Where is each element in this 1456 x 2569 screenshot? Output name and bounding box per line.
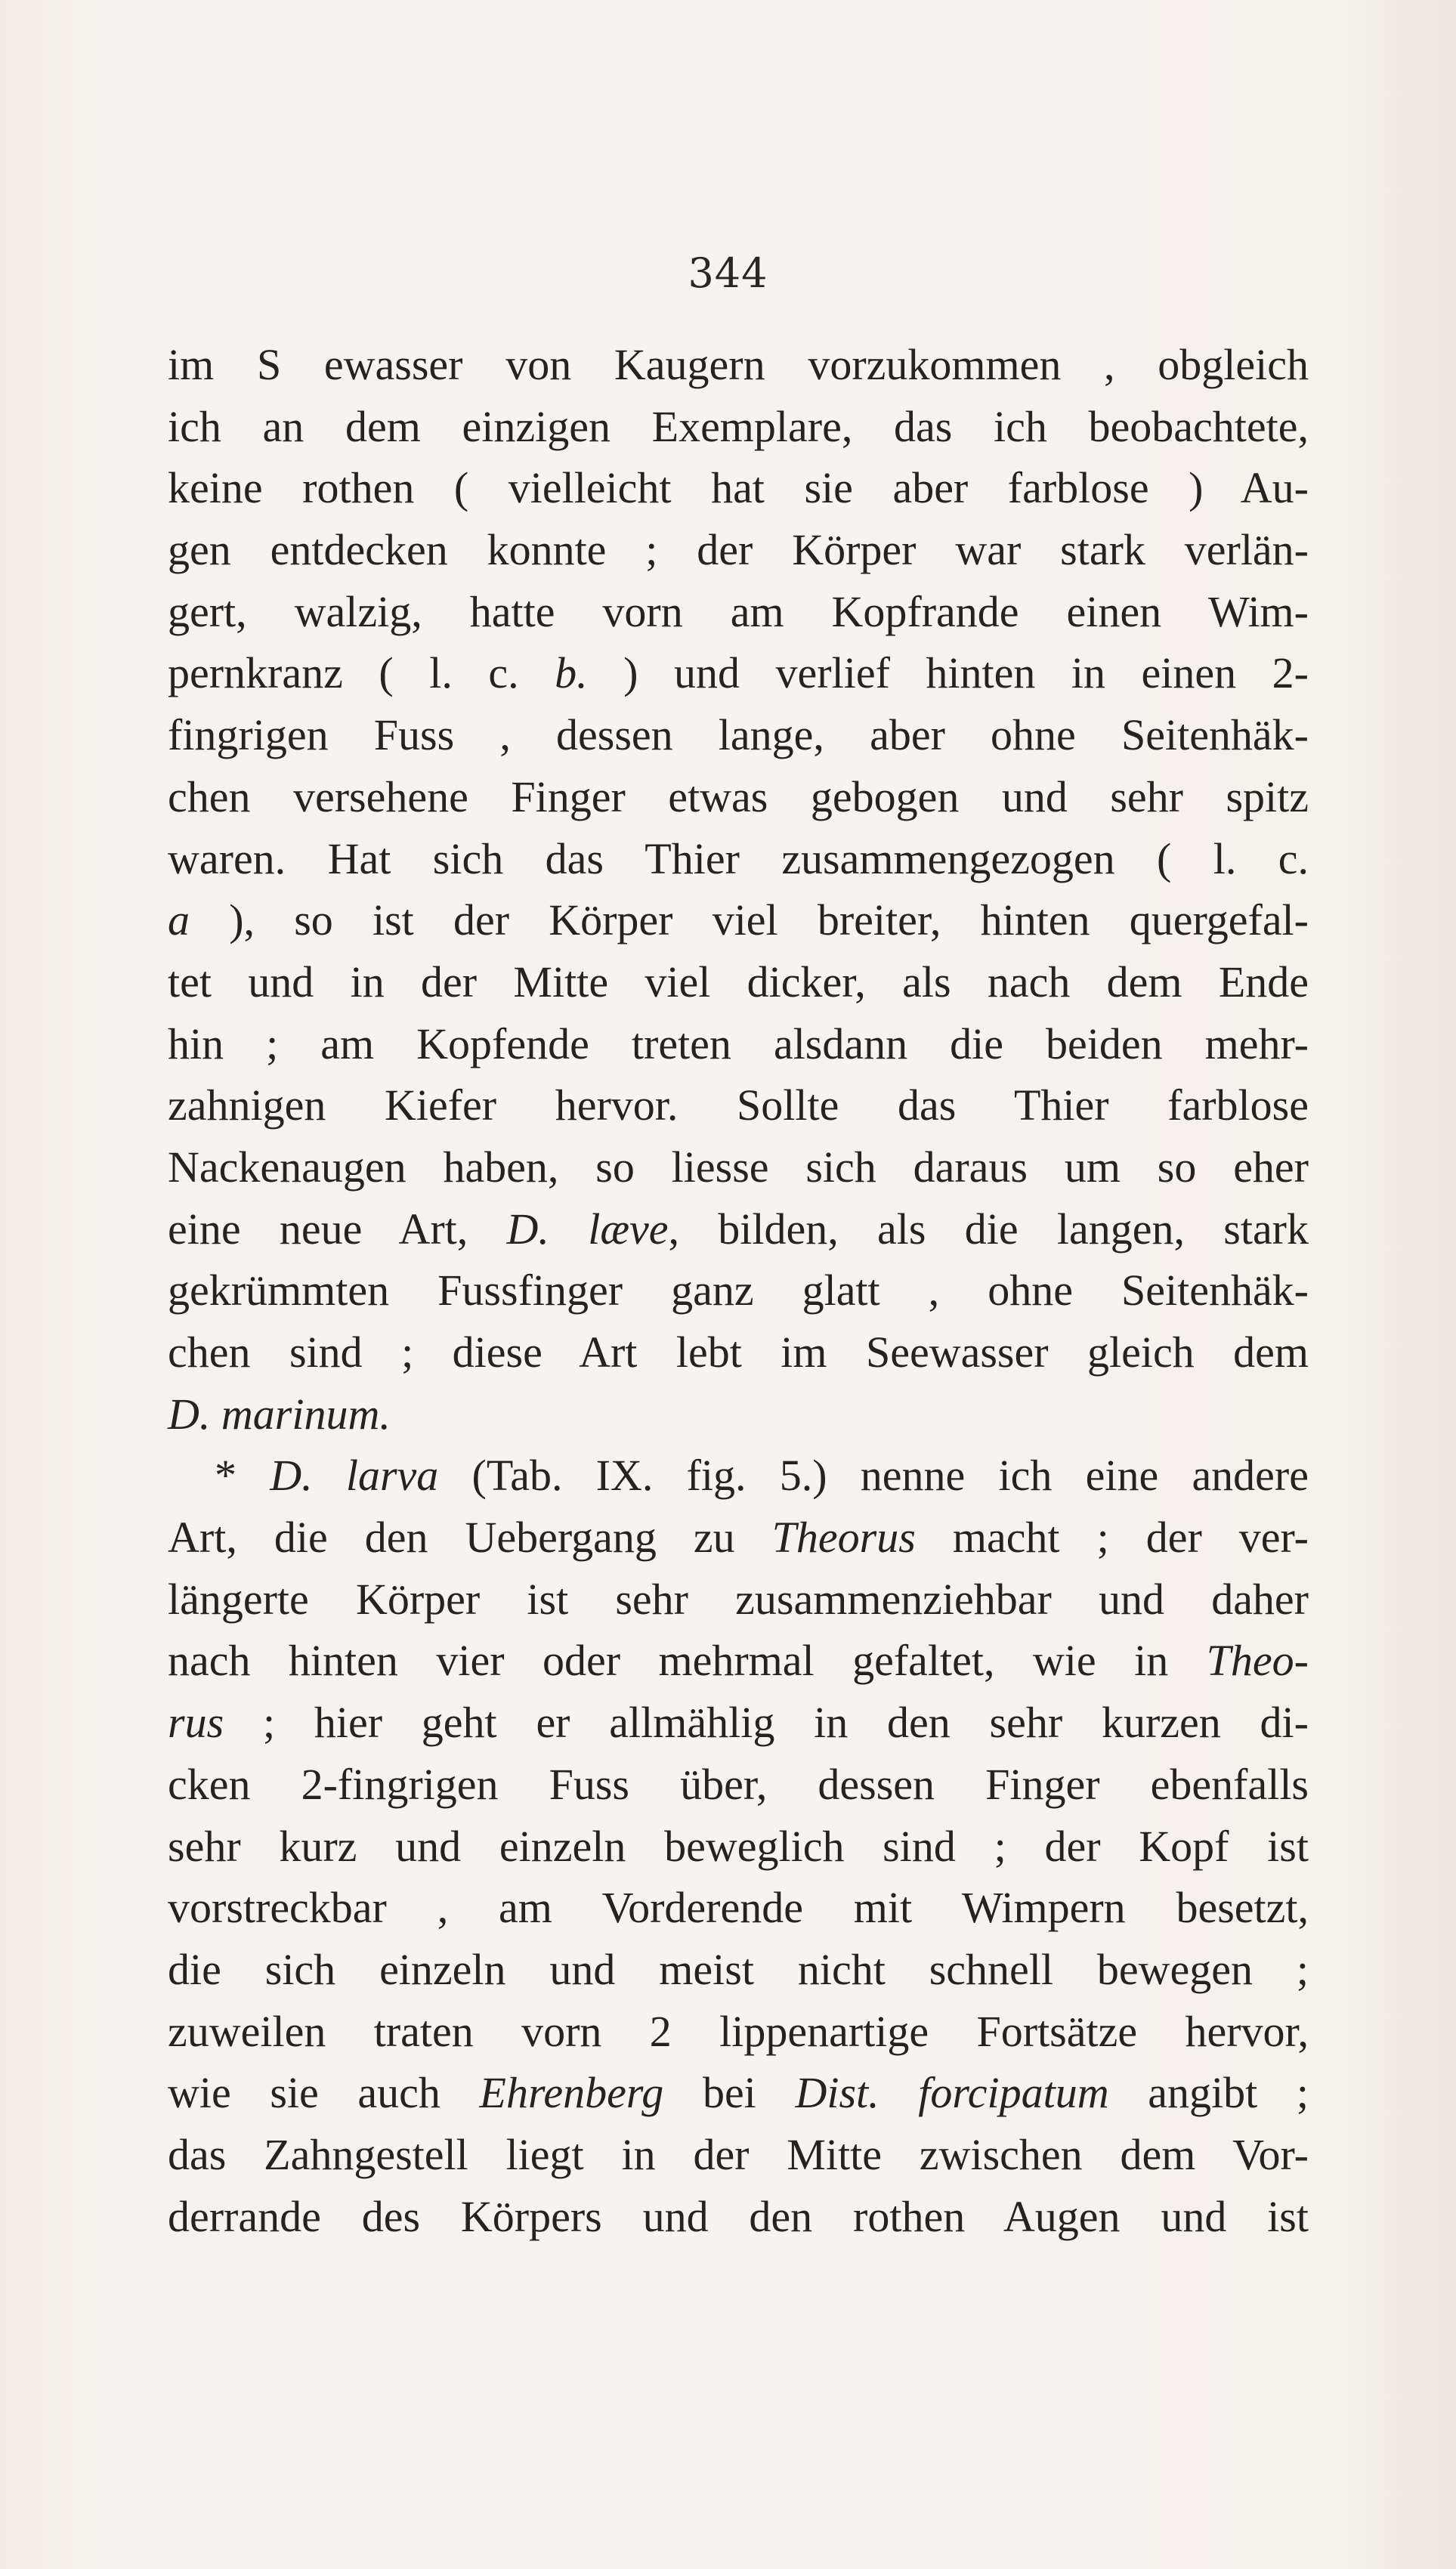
- text-segment: zuweilen traten vorn 2 lippenartige Fortsätze hervor,: [168, 2006, 1309, 2056]
- text-segment: hin ; am Kopfende treten alsdann die beiden mehr-: [168, 1019, 1309, 1068]
- text-segment: cken 2-fingrigen Fuss über, dessen Finger ebenfalls: [168, 1759, 1309, 1809]
- text-line: [168, 1569, 1309, 1631]
- body-text: [168, 334, 1309, 2247]
- text-segment: keine rothen ( vielleicht hat sie aber farblose ) Au-: [168, 463, 1309, 513]
- text-segment: bei: [663, 2068, 796, 2118]
- text-segment: *: [215, 1451, 270, 1501]
- italic-text: a: [168, 895, 190, 945]
- text-line: [168, 334, 1309, 396]
- text-line: [168, 1939, 1309, 2001]
- text-line: [168, 396, 1309, 458]
- text-line: [168, 2124, 1309, 2186]
- text-segment: Nackenaugen haben, so liesse sich daraus um so eher: [168, 1142, 1309, 1192]
- text-line: [168, 581, 1309, 643]
- text-segment: nach hinten vier oder mehrmal gefaltet, wie in: [168, 1636, 1207, 1686]
- text-line: [168, 1383, 1309, 1445]
- text-line: [168, 1013, 1309, 1075]
- text-segment: vorstreckbar , am Vorderende mit Wimpern besetzt,: [168, 1883, 1309, 1933]
- text-segment: Art, die den Uebergang zu: [168, 1513, 772, 1563]
- text-line: [168, 1816, 1309, 1878]
- text-segment: eine neue Art,: [168, 1204, 507, 1254]
- italic-text: D. marinum.: [168, 1389, 391, 1439]
- text-segment: ), so ist der Körper viel breiter, hinten quergefal-: [190, 895, 1309, 945]
- text-line: [168, 519, 1309, 581]
- text-segment: macht ; der ver-: [915, 1513, 1309, 1563]
- text-line: [168, 642, 1309, 704]
- text-segment: pernkranz ( l. c.: [168, 648, 555, 698]
- italic-text: D. læve: [506, 1204, 669, 1254]
- text-line: [168, 1630, 1309, 1692]
- text-segment: ich an dem einzigen Exemplare, das ich beobachtete,: [168, 401, 1309, 451]
- text-line: [168, 1136, 1309, 1198]
- italic-text: Dist. forcipatum: [795, 2068, 1109, 2118]
- text-line: [168, 2062, 1309, 2124]
- text-segment: derrande des Körpers und den rothen Augen und ist: [168, 2191, 1309, 2241]
- text-line: [168, 1198, 1309, 1260]
- text-segment: zahnigen Kiefer hervor. Sollte das Thier farblose: [168, 1080, 1309, 1130]
- italic-text: b.: [555, 648, 588, 698]
- text-segment: chen sind ; diese Art lebt im Seewasser gleich dem: [168, 1328, 1309, 1377]
- text-line: [168, 828, 1309, 890]
- text-segment: längerte Körper ist sehr zusammenziehbar und daher: [168, 1574, 1309, 1624]
- text-segment: , bilden, als die langen, stark: [668, 1204, 1309, 1254]
- text-segment: (Tab. IX. fig. 5.) nenne ich eine andere: [438, 1451, 1309, 1501]
- text-segment: sehr kurz und einzeln beweglich sind ; der Kopf ist: [168, 1821, 1309, 1871]
- text-line: [168, 889, 1309, 951]
- text-segment: chen versehene Finger etwas gebogen und sehr spitz: [168, 771, 1309, 821]
- text-line: [168, 2001, 1309, 2063]
- text-line: [168, 1692, 1309, 1754]
- text-line: [168, 1445, 1309, 1507]
- text-line: [168, 1877, 1309, 1939]
- text-line: [168, 2186, 1309, 2248]
- text-line: [168, 1260, 1309, 1322]
- italic-text: Theo-: [1206, 1636, 1309, 1686]
- italic-text: Theorus: [771, 1513, 916, 1563]
- text-line: [168, 1074, 1309, 1136]
- text-segment: das Zahngestell liegt in der Mitte zwischen dem Vor-: [168, 2129, 1309, 2179]
- italic-text: D. larva: [270, 1451, 439, 1501]
- text-segment: wie sie auch: [168, 2068, 480, 2118]
- text-segment: fingrigen Fuss , dessen lange, aber ohne Seitenhäk-: [168, 710, 1309, 760]
- text-segment: gekrümmten Fussfinger ganz glatt , ohne Seitenhäk-: [168, 1266, 1309, 1315]
- text-segment: waren. Hat sich das Thier zusammengezogen ( l. c.: [168, 833, 1309, 883]
- text-segment: die sich einzeln und meist nicht schnell bewegen ;: [168, 1944, 1309, 1994]
- text-segment: ) und verlief hinten in einen 2-: [587, 648, 1309, 698]
- text-line: [168, 457, 1309, 519]
- text-segment: tet und in der Mitte viel dicker, als nach dem Ende: [168, 957, 1309, 1006]
- text-line: [168, 951, 1309, 1013]
- text-line: [168, 766, 1309, 828]
- text-segment: im S ewasser von Kaugern vorzukommen , obgleich: [168, 340, 1309, 389]
- text-segment: gen entdecken konnte ; der Körper war stark verlän-: [168, 525, 1309, 575]
- italic-text: Ehrenberg: [479, 2068, 664, 2118]
- text-segment: angibt ;: [1108, 2068, 1309, 2118]
- italic-text: rus: [168, 1698, 224, 1748]
- text-line: [168, 704, 1309, 766]
- page-number: 344: [688, 249, 768, 297]
- text-segment: gert, walzig, hatte vorn am Kopfrande einen Wim-: [168, 586, 1309, 636]
- text-line: [168, 1507, 1309, 1569]
- text-segment: ; hier geht er allmählig in den sehr kurzen di-: [224, 1698, 1309, 1748]
- text-line: [168, 1754, 1309, 1816]
- text-line: [168, 1322, 1309, 1383]
